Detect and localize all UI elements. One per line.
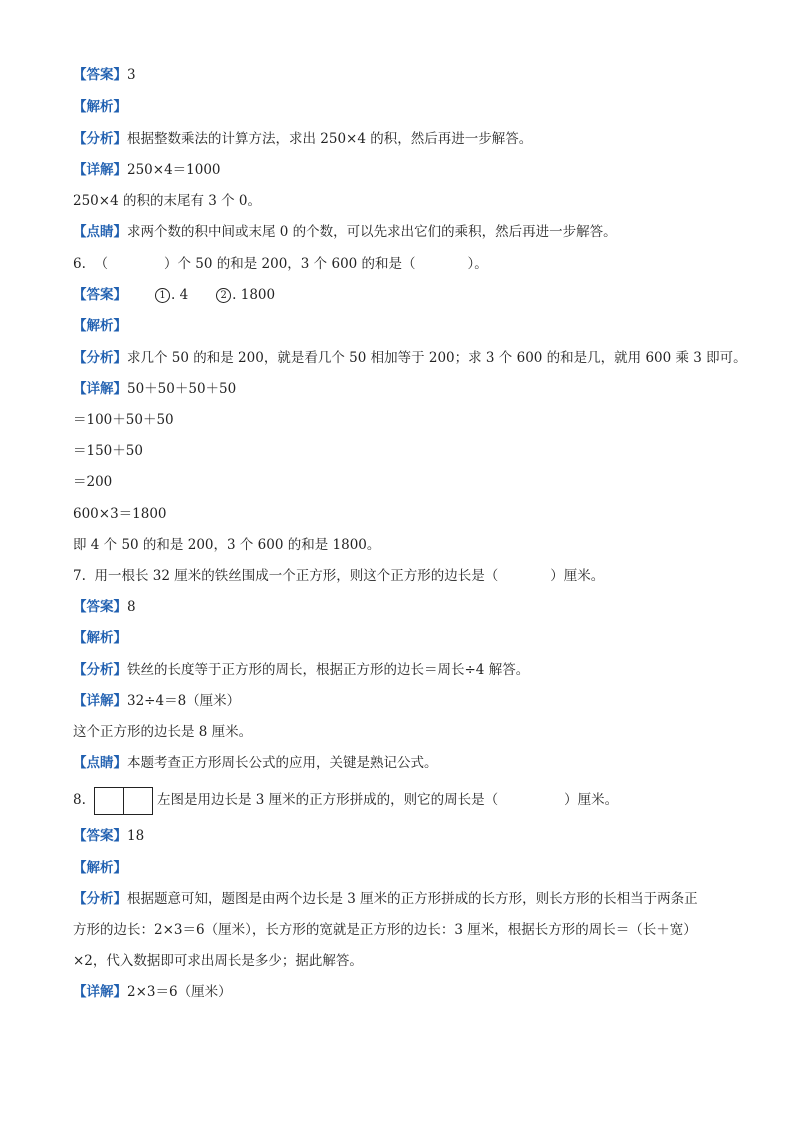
- fenxi-line: [73, 659, 529, 681]
- calc-line: [73, 471, 112, 493]
- answer-line: [73, 825, 144, 847]
- answer-text: 18: [127, 828, 145, 844]
- fenxi-text: 求几个 50 的和是 200，就是看几个 50 相加等于 200；求 3 个 600 的和是几，就用 600 乘 3 即可。: [127, 350, 747, 366]
- xiangjie-text: 50＋50＋50＋50: [127, 381, 237, 397]
- fenxi-line: [73, 347, 747, 369]
- body-line: [73, 919, 697, 941]
- question-text-b: ）厘米。: [550, 568, 605, 584]
- answer-tag: 【答案】: [73, 599, 127, 615]
- fenxi-text: 铁丝的长度等于正方形的周长，根据正方形的边长＝周长÷4 解答。: [127, 662, 530, 678]
- calc-line: [73, 440, 143, 462]
- xiangjie-line: [73, 981, 232, 1003]
- answer-line: [73, 64, 136, 86]
- body-line: [73, 534, 380, 556]
- xiangjie-line: [73, 690, 240, 712]
- analysis-tag: 【解析】: [73, 318, 127, 334]
- answer-line: [73, 596, 136, 618]
- fenxi-tag: 【分析】: [73, 350, 127, 366]
- analysis-heading: [73, 96, 127, 118]
- question-text-a: （: [94, 256, 108, 272]
- xiangjie-tag: 【详解】: [73, 693, 127, 709]
- body-line: [73, 190, 261, 212]
- xiangjie-tag: 【详解】: [73, 381, 127, 397]
- dianjing-text: 本题考查正方形周长公式的应用，关键是熟记公式。: [127, 755, 438, 771]
- answer-line: [73, 284, 275, 306]
- dianjing-tag: 【点睛】: [73, 224, 127, 240]
- question-text-a: 用一根长 32 厘米的铁丝围成一个正方形，则这个正方形的边长是（: [94, 568, 499, 584]
- body-line: [73, 721, 252, 743]
- two-squares-figure: [94, 786, 153, 816]
- fenxi-tag: 【分析】: [73, 891, 127, 907]
- fenxi-line: [73, 128, 532, 150]
- analysis-tag: 【解析】: [73, 630, 127, 646]
- body-line: [73, 950, 363, 972]
- calc-text: ＝150＋50: [73, 443, 143, 459]
- body-text: ×2，代入数据即可求出周长是多少；据此解答。: [73, 953, 363, 969]
- circled-number-1: 1: [155, 288, 170, 303]
- fenxi-tag: 【分析】: [73, 131, 127, 147]
- dianjing-tag: 【点睛】: [73, 755, 127, 771]
- calc-line: [73, 503, 167, 525]
- answer-tag: 【答案】: [73, 828, 127, 844]
- question-number: 7.: [73, 568, 86, 584]
- answer-tag: 【答案】: [73, 67, 127, 83]
- question-text-a: 左图是用边长是 3 厘米的正方形拼成的，则它的周长是（: [156, 792, 499, 808]
- calc-line: [73, 409, 174, 431]
- answer-value-2: . 1800: [232, 287, 276, 303]
- xiangjie-line: [73, 159, 221, 181]
- xiangjie-tag: 【详解】: [73, 984, 127, 1000]
- fenxi-tag: 【分析】: [73, 662, 127, 678]
- analysis-tag: 【解析】: [73, 860, 127, 876]
- xiangjie-line: [73, 378, 236, 400]
- circled-number-2: 2: [216, 288, 231, 303]
- analysis-heading: [73, 857, 127, 879]
- analysis-heading: [73, 627, 127, 649]
- question-6: [73, 253, 488, 275]
- fenxi-text: 根据题意可知，题图是由两个边长是 3 厘米的正方形拼成的长方形，则长方形的长相当于两条正: [127, 891, 698, 907]
- xiangjie-text: 32÷4＝8（厘米）: [127, 693, 241, 709]
- xiangjie-text: 2×3＝6（厘米）: [127, 984, 232, 1000]
- answer-value-1: . 4: [171, 287, 189, 303]
- question-number: 8.: [73, 792, 86, 808]
- calc-text: ＝100＋50＋50: [73, 412, 174, 428]
- question-number: 6.: [73, 256, 86, 272]
- answer-text: 3: [127, 67, 136, 83]
- dianjing-line: [73, 221, 617, 243]
- answer-tag: 【答案】: [73, 287, 127, 303]
- calc-text: ＝200: [73, 474, 113, 490]
- question-7: [73, 565, 604, 587]
- body-text: 250×4 的积的末尾有 3 个 0。: [73, 193, 262, 209]
- answer-text: 8: [127, 599, 136, 615]
- body-text: 这个正方形的边长是 8 厘米。: [73, 724, 253, 740]
- analysis-tag: 【解析】: [73, 99, 127, 115]
- question-text-b: ）个 50 的和是 200，3 个 600 的和是（: [163, 256, 416, 272]
- fenxi-text: 根据整数乘法的计算方法，求出 250×4 的积，然后再进一步解答。: [127, 131, 533, 147]
- xiangjie-text: 250×4＝1000: [127, 162, 221, 178]
- body-text: 方形的边长：2×3＝6（厘米），长方形的宽就是正方形的边长：3 厘米，根据长方形的周长＝（长＋宽）: [73, 922, 697, 938]
- square-left: [94, 787, 124, 815]
- dianjing-text: 求两个数的积中间或末尾 0 的个数，可以先求出它们的乘积，然后再进一步解答。: [127, 224, 617, 240]
- question-text-c: ）。: [467, 256, 488, 272]
- dianjing-line: [73, 752, 438, 774]
- calc-text: 600×3＝1800: [73, 506, 167, 522]
- question-8: [73, 785, 618, 815]
- xiangjie-tag: 【详解】: [73, 162, 127, 178]
- fenxi-line: [73, 888, 698, 910]
- square-right: [123, 787, 153, 815]
- body-text: 即 4 个 50 的和是 200，3 个 600 的和是 1800。: [73, 537, 381, 553]
- analysis-heading: [73, 315, 127, 337]
- question-text-b: ）厘米。: [564, 792, 619, 808]
